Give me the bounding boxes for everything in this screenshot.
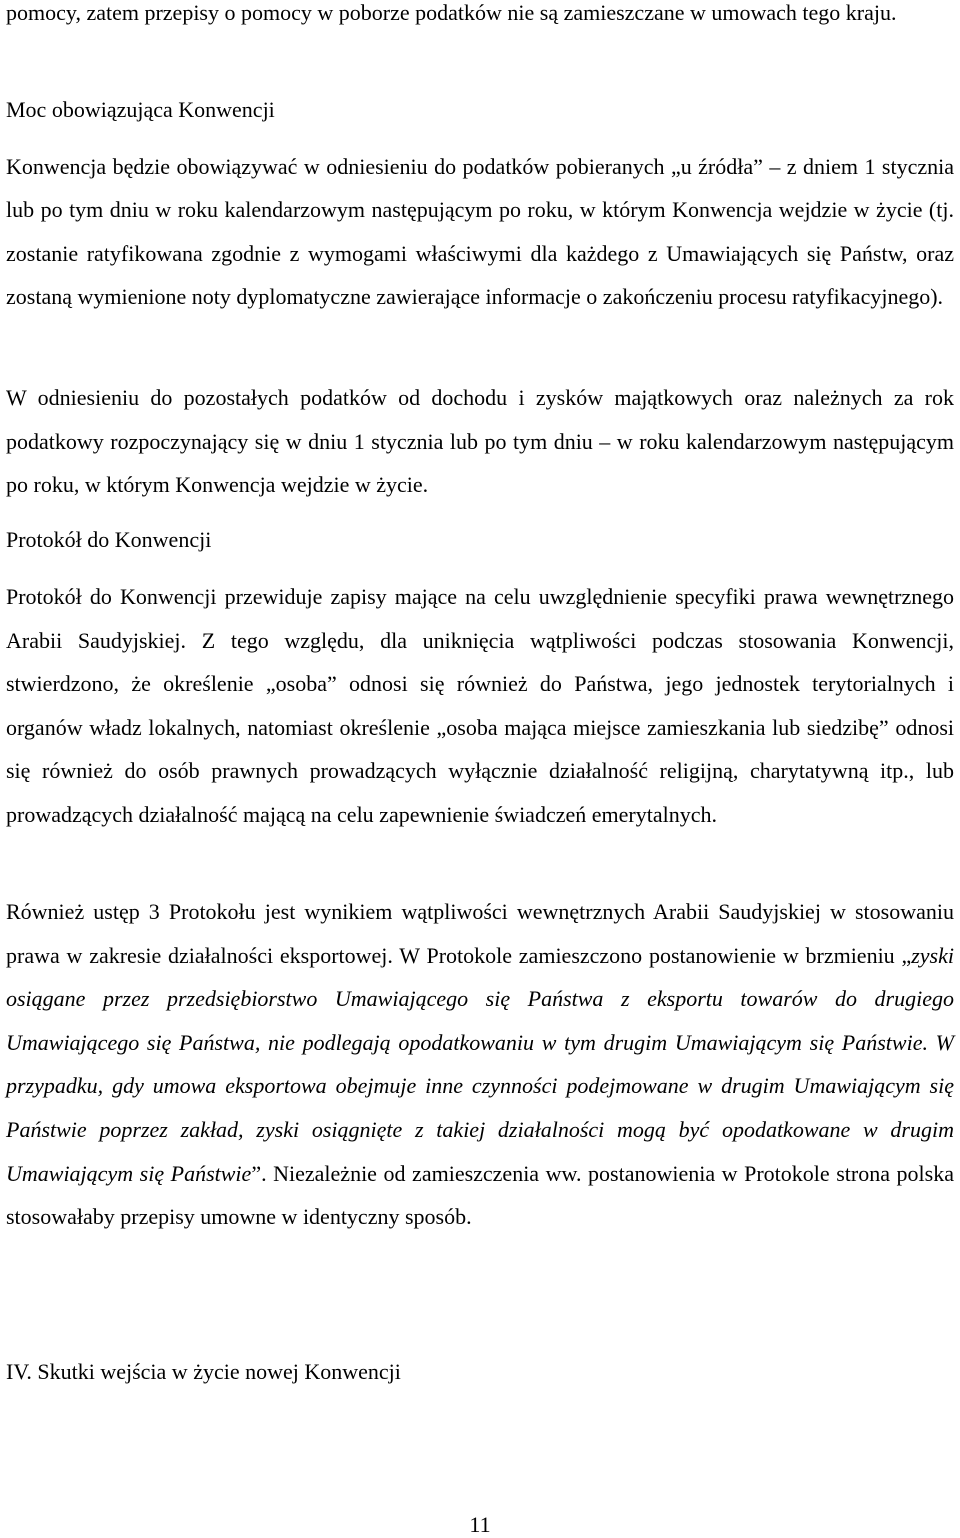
section-heading-effect: Moc obowiązująca Konwencji: [6, 97, 275, 122]
paragraph-other-taxes: W odniesieniu do pozostałych podatków od dochodu i zysków majątkowych oraz należnych za rok podatkowy rozpoczynający się w dniu 1 stycznia lub po tym dniu – w roku kalendarzowym następującym po roku, w którym Konwencja wejdzie w życie.: [6, 385, 954, 498]
paragraph-export-closing: ”. Niezależnie od zamieszczenia ww. postanowienia w Protokole strona polska stosowałaby przepisy umowne w identyczny sposób.: [6, 1160, 954, 1230]
paragraph-export: [6, 890, 954, 1239]
paragraph-withholding-tax-text: Konwencja będzie obowiązywać w odniesieniu do podatków pobieranych „u źródła” – z dniem 1 stycznia lub po tym dniu w roku kalendarzowym następującym po roku, w którym Konwencja wejdzie w życie (tj. zostanie ratyfikowana zgodnie z wymogami właściwymi dla każdego z Umawiających się Państw, oraz zostaną wymienione noty dyplomatyczne zawierające informacje o zakończeniu procesu ratyfikacyjnego).: [6, 154, 954, 310]
page-number: 11: [469, 1512, 491, 1537]
section-heading-iv: IV. Skutki wejścia w życie nowej Konwencji: [6, 1359, 401, 1384]
paragraph-export-intro: Również ustęp 3 Protokołu jest wynikiem wątpliwości wewnętrznych Arabii Saudyjskiej w stosowaniu prawa w zakresie działalności eksportowej. W Protokole zamieszczono postanowienie w brzmieniu „: [6, 899, 954, 968]
paragraph-export-quoted-provision: zyski osiągane przez przedsiębiorstwo Umawiającego się Państwa z eksportu towarów do drugiego Umawiającego się Państwa, nie podlegają opodatkowaniu w tym drugim Umawiającym się Państwie. W przypadku, gdy umowa eksportowa obejmuje inne czynności podejmowane w drugim Umawiającym się Państwie poprzez zakład, zyski osiągnięte z takiej działalności mogą być opodatkowane w drugim Umawiającym się Państwie: [6, 942, 954, 1186]
paragraph-protocol: Protokół do Konwencji przewiduje zapisy mające na celu uwzględnienie specyfiki prawa wewnętrznego Arabii Saudyjskiej. Z tego względu, dla uniknięcia wątpliwości podczas stosowania Konwencji, stwierdzono, że określenie „osoba” odnosi się również do Państwa, jego jednostek terytorialnych i organów władz lokalnych, natomiast określenie „osoba mająca miejsce zamieszkania lub siedzibę” odnosi się również do osób prawnych prowadzących wyłącznie działalność religijną, charytatywną itp., lub prowadzących działalność mającą na celu zapewnienie świadczeń emerytalnych.: [6, 584, 954, 827]
paragraph-withholding-tax: [6, 145, 954, 319]
section-heading-protocol: Protokół do Konwencji: [6, 527, 212, 552]
paragraph-continuation: pomocy, zatem przepisy o pomocy w poborze podatków nie są zamieszczane w umowach tego kraju.: [6, 0, 897, 25]
